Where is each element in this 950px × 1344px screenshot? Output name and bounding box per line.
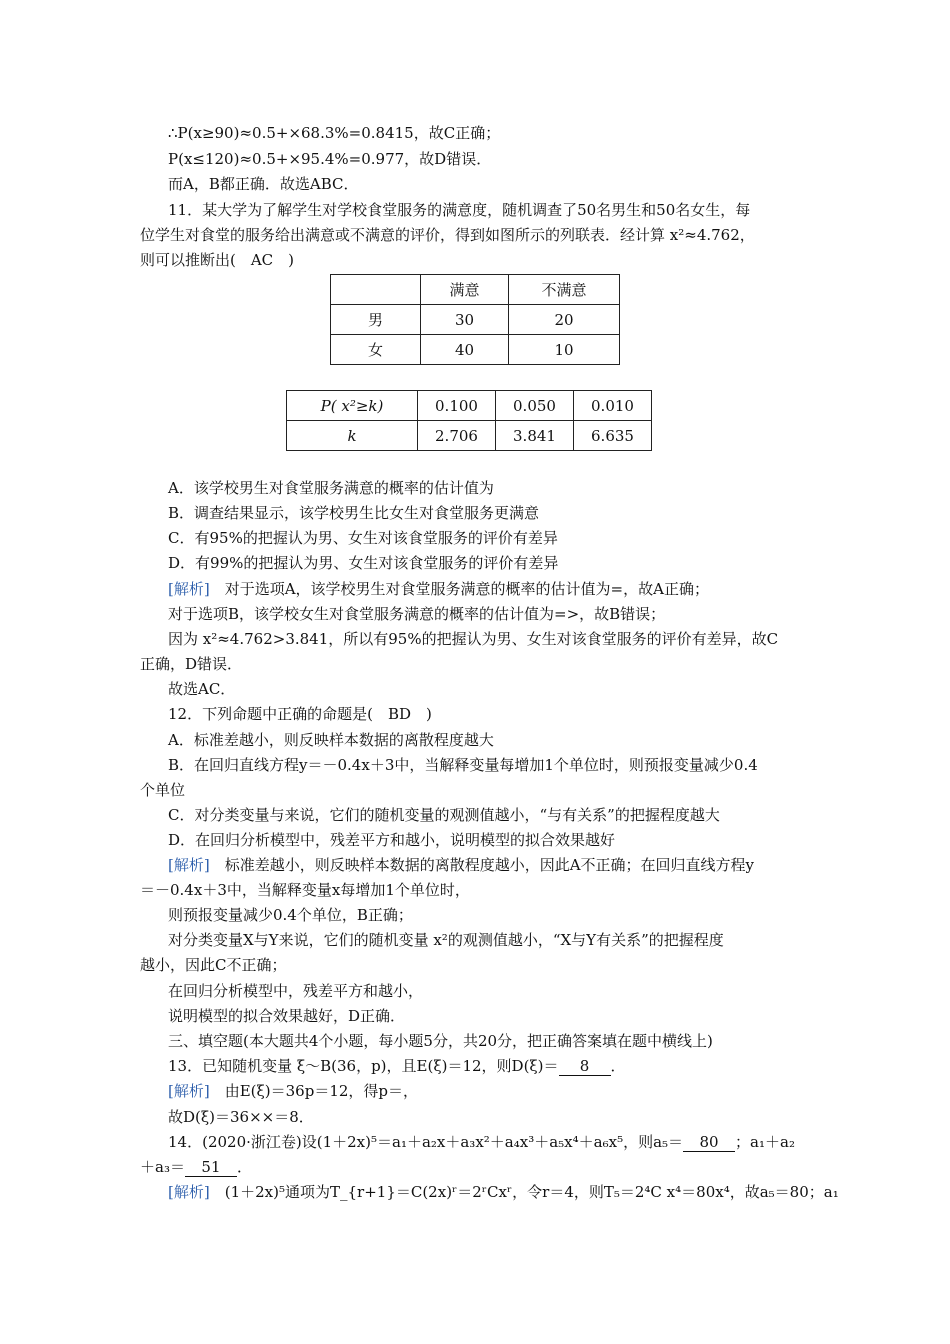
option-a: A．该学校男生对食堂服务满意的概率的估计值为 [168, 479, 494, 497]
question-text: 13．已知随机变量 ξ～B(36，p)，且E(ξ)＝12，则D(ξ)＝ [168, 1057, 559, 1075]
solution-line [168, 1079, 848, 1103]
question-11-line: 则可以推断出( AC ) [140, 251, 295, 269]
table-cell: 男 [331, 305, 421, 335]
question-14-line [168, 1130, 848, 1154]
table-cell: 女 [331, 335, 421, 365]
table-cell: 20 [509, 305, 620, 335]
solution-line: 故D(ξ)＝36××＝8． [168, 1108, 314, 1126]
text-line: P(x≤120)≈0.5+×95.4%=0.977，故D错误． [168, 150, 492, 168]
option-d: D．在回归分析模型中，残差平方和越小，说明模型的拟合效果越好 [168, 831, 616, 849]
table-cell: 30 [421, 305, 509, 335]
question-11-line: 位学生对食堂的服务给出满意或不满意的评价，得到如图所示的列联表．经计算 x²≈4.762， [140, 226, 755, 244]
table-cell: 0.010 [574, 391, 652, 421]
solution-text: 对于选项A，该学校男生对食堂服务满意的概率的估计值为=，故A正确； [209, 580, 709, 598]
contingency-table [330, 274, 620, 365]
solution-line: 说明模型的拟合效果越好，D正确． [168, 1007, 406, 1025]
solution-line: ＝－0.4x＋3中，当解释变量x每增加1个单位时， [140, 881, 470, 899]
solution-line: 故选AC． [168, 680, 236, 698]
solution-text: 标准差越小，则反映样本数据的离散程度越小，因此A不正确；在回归直线方程y [209, 856, 755, 874]
answer-blank: 8 [559, 1057, 611, 1076]
solution-line: 对分类变量X与Y来说，它们的随机变量 x²的观测值越小，“X与Y有关系”的把握程度 [168, 931, 724, 949]
solution-text: (1＋2x)⁵通项为T_{r+1}＝C(2x)ʳ＝2ʳCxʳ，令r＝4，则T₅＝2⁴C x⁴＝80x⁴，故a₅＝80；a₁ [209, 1183, 839, 1201]
table-header-row [331, 275, 620, 305]
table-row [331, 305, 620, 335]
solution-tag: [解析] [168, 580, 210, 598]
option-b: B．在回归直线方程y＝－0.4x＋3中，当解释变量每增加1个单位时，则预报变量减少0.4 [168, 756, 758, 774]
solution-line: 正确，D错误． [140, 655, 243, 673]
solution-tag: [解析] [168, 1082, 210, 1100]
table-row [331, 335, 620, 365]
question-text-end: ． [610, 1057, 626, 1075]
option-a: A．标准差越小，则反映样本数据的离散程度越大 [168, 731, 494, 749]
solution-tag: [解析] [168, 856, 210, 874]
table-cell: 0.050 [496, 391, 574, 421]
answer-blank: 80 [683, 1133, 735, 1152]
option-c: C．有95%的把握认为男、女生对该食堂服务的评价有差异 [168, 529, 558, 547]
solution-text: 由E(ξ)＝36p＝12，得p＝， [209, 1082, 419, 1100]
table-cell: 2.706 [418, 421, 496, 451]
solution-line: 越小，因此C不正确； [140, 956, 287, 974]
text-line: 而A，B都正确．故选ABC． [168, 175, 359, 193]
question-12-line: 12．下列命题中正确的命题是( BD ) [168, 705, 432, 723]
critical-value-table [286, 390, 652, 451]
question-13-line [168, 1054, 848, 1078]
question-text-end: ． [236, 1158, 252, 1176]
table-cell: 不满意 [509, 275, 620, 305]
table-row [287, 421, 652, 451]
text-line: ∴P(x≥90)≈0.5+×68.3%=0.8415，故C正确； [168, 124, 501, 142]
solution-line: 在回归分析模型中，残差平方和越小， [168, 982, 424, 1000]
solution-line [168, 1180, 848, 1204]
table-cell: 满意 [421, 275, 509, 305]
question-14-line [140, 1155, 820, 1179]
table-header-row [287, 391, 652, 421]
option-b-cont: 个单位 [140, 781, 186, 799]
question-text: 14．(2020·浙江卷)设(1＋2x)⁵＝a₁＋a₂x＋a₃x²＋a₄x³＋a₅x⁴＋a₆x⁵，则a₅＝ [168, 1133, 684, 1151]
table-cell: P( x²≥k) [287, 391, 418, 421]
question-11-line: 11．某大学为了解学生对学校食堂服务的满意度，随机调查了50名男生和50名女生，每 [168, 201, 751, 219]
solution-line: 因为 x²≈4.762>3.841，所以有95%的把握认为男、女生对该食堂服务的评价有差异，故C [168, 630, 779, 648]
solution-line: 对于选项B，该学校女生对食堂服务满意的概率的估计值为=>，故B错误； [168, 605, 666, 623]
option-d: D．有99%的把握认为男、女生对该食堂服务的评价有差异 [168, 554, 559, 572]
solution-line [168, 577, 848, 601]
table-cell: 10 [509, 335, 620, 365]
answer-blank: 51 [185, 1158, 237, 1177]
table-cell: 0.100 [418, 391, 496, 421]
table-cell [331, 275, 421, 305]
table-cell: 3.841 [496, 421, 574, 451]
table-cell: 40 [421, 335, 509, 365]
solution-line [168, 853, 848, 877]
solution-tag: [解析] [168, 1183, 210, 1201]
table-cell: 6.635 [574, 421, 652, 451]
solution-line: 则预报变量减少0.4个单位，B正确； [168, 906, 413, 924]
option-c: C．对分类变量与来说，它们的随机变量的观测值越小，“与有关系”的把握程度越大 [168, 806, 720, 824]
question-text: ＋a₃＝ [140, 1158, 185, 1176]
option-b: B．调查结果显示，该学校男生比女生对食堂服务更满意 [168, 504, 540, 522]
table-cell: k [287, 421, 418, 451]
section-heading: 三、填空题(本大题共4个小题，每小题5分，共20分，把正确答案填在题中横线上) [168, 1032, 713, 1050]
question-text: ；a₁＋a₂ [735, 1133, 795, 1151]
